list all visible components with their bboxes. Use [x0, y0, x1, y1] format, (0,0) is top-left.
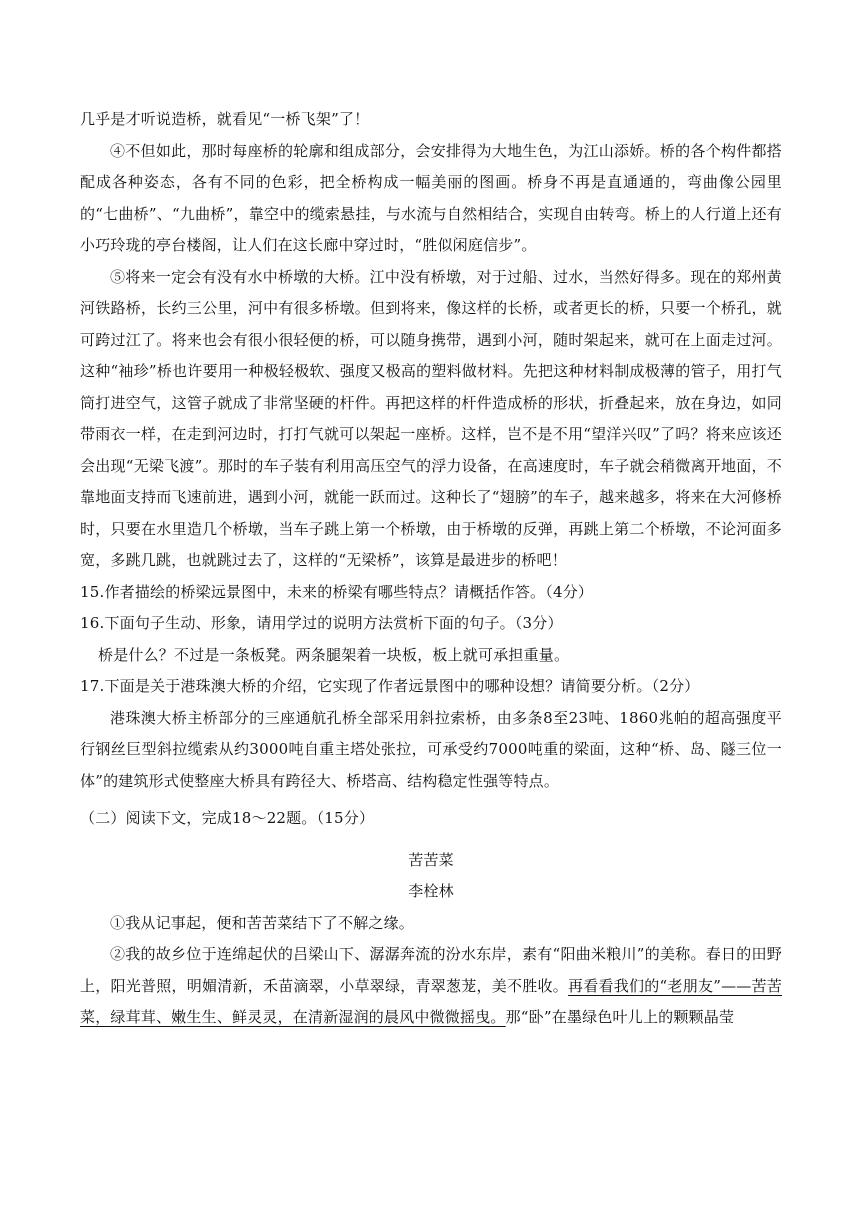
question-16: 16.下面句子生动、形象，请用学过的说明方法赏析下面的句子。（3分）: [80, 614, 563, 632]
underlined-sentence: 再看看我们的“老朋友”——苦苦菜，绿茸茸、嫩生生、鲜灵灵，在清新湿润的晨风中微微摇曳。: [80, 976, 782, 1026]
article-paragraph-2-start: ②我的故乡位于连绵起伏的吕梁山下、潺潺奔流的汾水东岸，素有“阳曲米粮川”的美称。春日的田野上，阳光普照，明媚清新，禾苗滴翠，小草翠绿，青翠葱茏，美不胜收。: [80, 945, 782, 995]
question-17: 17.下面是关于港珠澳大桥的介绍，它实现了作者远景图中的哪种设想？请简要分析。（2分）: [80, 677, 700, 695]
question-16-quote: 桥是什么？不过是一条板凳。两条腿架着一块板，板上就可承担重量。: [98, 645, 570, 664]
section-2-heading: （二）阅读下文，完成18～22题。（15分）: [80, 809, 375, 827]
passage-paragraph-4: ④不但如此，那时每座桥的轮廓和组成部分，会安排得为大地生色，为江山添娇。桥的各个构件都搭配成各种姿态，各有不同的色彩，把全桥构成一幅美丽的图画。桥身不再是直通通的，弯曲像公园里的“七曲桥”、“九曲桥”，靠空中的缆索悬挂，与水流与自然相结合，实现自由转弯。桥上的人行道上还有小巧玲珑的亭台楼阁，让人们在这长廊中穿过时，“胜似闲庭信步”。: [80, 141, 782, 254]
passage-paragraph-continued: 几乎是才听说造桥，就看见“一桥飞架”了！: [80, 110, 370, 128]
article-author: 李栓林: [408, 882, 454, 900]
question-15: 15.作者描绘的桥梁远景图中，未来的桥梁有哪些特点？请概括作答。（4分）: [80, 582, 594, 601]
article-paragraph-2-end: 那“卧”在墨绿色叶儿上的颗颗晶莹: [505, 1008, 735, 1026]
passage-paragraph-5: ⑤将来一定会有没有水中桥墩的大桥。江中没有桥墩，对于过船、过水，当然好得多。现在的郑州黄河铁路桥，长约三公里，河中有很多桥墩。但到将来，像这样的长桥，或者更长的桥，只要一个桥孔，就可跨过江了。将来也会有很小很轻便的桥，可以随身携带，遇到小河，随时架起来，就可在上面走过河。这种“袖珍”桥也许要用一种极轻极软、强度又极高的塑料做材料。先把这种材料制成极薄的管子，用打气筒打进空气，这管子就成了非常坚硬的杆件。再把这样的杆件造成桥的形状，折叠起来，放在身边，如同带雨衣一样，在走到河边时，打打气就可以架起一座桥。这样，岂不是不用“望洋兴叹”了吗？将来应该还会出现“无梁飞渡”。那时的车子装有利用高压空气的浮力设备，在高速度时，车子就会稍微离开地面，不靠地面支持而飞速前进，遇到小河，就能一跃而过。这种长了“翅膀”的车子，越来越多，将来在大河修桥时，只要在水里造几个桥墩，当车子跳上第一个桥墩，由于桥墩的反弹，再跳上第二个桥墩，不论河面多宽，多跳几跳，也就跳过去了，这样的“无梁桥”，该算是最进步的桥吧！: [80, 267, 782, 569]
document-page: [80, 104, 782, 1034]
article-paragraph-2: [80, 939, 782, 1034]
question-17-material: 港珠澳大桥主桥部分的三座通航孔桥全部采用斜拉索桥，由多条8至23吨、1860兆帕的超高强度平行钢丝巨型斜拉缆索从约3000吨自重主塔处张拉，可承受约7000吨重的梁面，这种“桥、岛、隧三位一体”的建筑形式使整座大桥具有跨径大、桥塔高、结构稳定性强等特点。: [80, 708, 782, 790]
article-title: 苦苦菜: [408, 850, 454, 869]
article-paragraph-1: ①我从记事起，便和苦苦菜结下了不解之缘。: [110, 913, 415, 932]
